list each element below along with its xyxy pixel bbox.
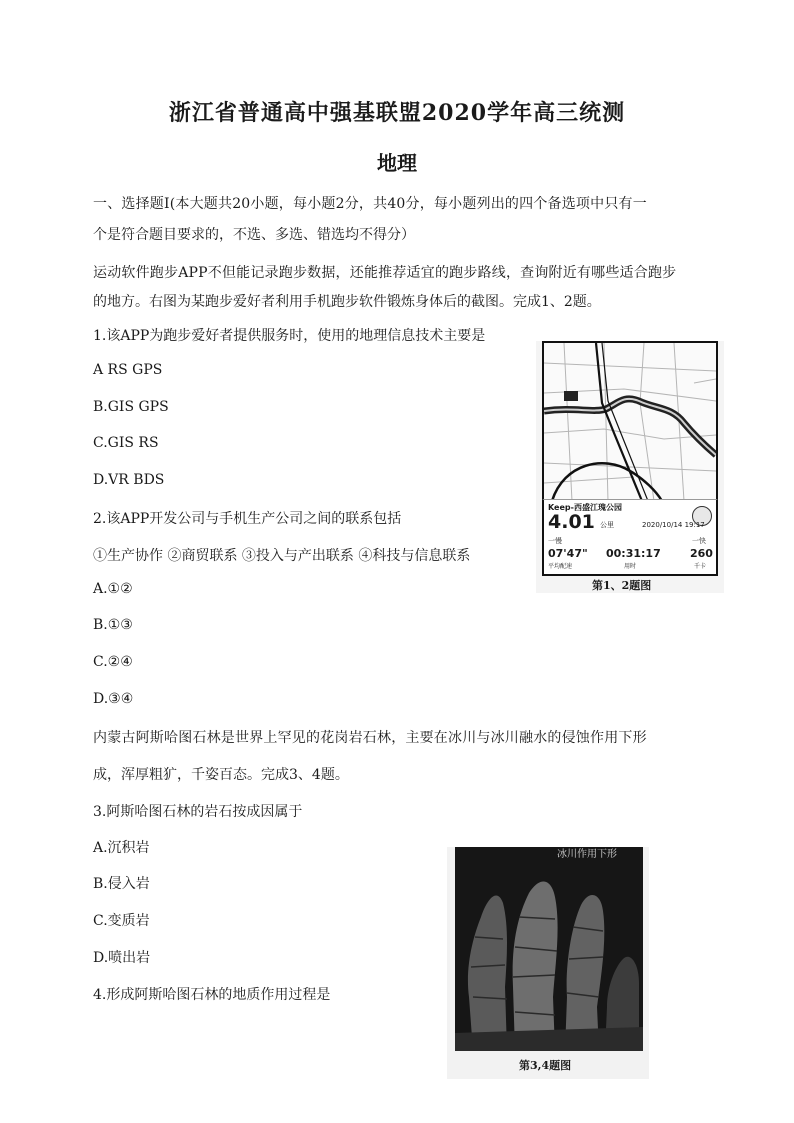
page-title: 浙江省普通高中强基联盟2020学年高三统测 [168, 100, 626, 126]
intro-2-line-2: 成，浑厚粗犷，千姿百态。完成3、4题。 [93, 767, 349, 783]
calories-value: 260 [690, 547, 713, 560]
question-1-option-b: B.GIS GPS [93, 399, 169, 415]
subject-title: 地理 [377, 151, 417, 175]
question-2-option-b: B.①③ [93, 617, 133, 633]
question-2-stem: 2.该APP开发公司与手机生产公司之间的联系包括 [93, 511, 402, 527]
question-1-option-d: D.VR BDS [93, 472, 165, 488]
duration-caption: 用时 [624, 563, 637, 570]
figure-2-caption: 第3,4题图 [519, 1059, 572, 1072]
section-instructions-line-1: 一、选择题Ⅰ(本大题共20小题，每小题2分，共40分，每小题列出的四个备选项中只有一 [93, 196, 647, 212]
stone-forest-photo [455, 847, 643, 1051]
app-title: Keep-西盛江瑰公园 [548, 503, 622, 512]
question-3-option-d: D.喷出岩 [93, 950, 151, 966]
intro-1-line-2: 的地方。右图为某跑步爱好者利用手机跑步软件锻炼身体后的截图。完成1、2题。 [93, 294, 601, 310]
stats-panel [542, 499, 718, 576]
pace-slow-label: 一慢 [548, 537, 562, 545]
intro-1-line-1: 运动软件跑步APP不但能记录跑步数据，还能推荐适宜的跑步路线，查询附近有哪些适合跑步 [93, 265, 677, 281]
running-app-figure [536, 341, 724, 593]
question-3-option-c: C.变质岩 [93, 913, 150, 929]
section-instructions-line-2: 个是符合题目要求的，不选、多选、错选均不得分） [93, 227, 415, 243]
stone-forest-figure [447, 847, 649, 1079]
duration-value: 00:31:17 [606, 547, 661, 560]
question-1-stem: 1.该APP为跑步爱好者提供服务时，使用的地理信息技术主要是 [93, 328, 486, 344]
photo-top-text: 冰川作用下形 [557, 849, 617, 860]
calories-caption: 千卡 [694, 563, 707, 570]
pace-fast-label: 一快 [692, 537, 706, 545]
pace-value: 07'47" [548, 547, 588, 560]
pace-caption: 平均配速 [548, 563, 573, 570]
question-4-stem: 4.形成阿斯哈图石林的地质作用过程是 [93, 987, 331, 1003]
run-datetime: 2020/10/14 19:17 [642, 521, 705, 529]
question-1-option-a: A RS GPS [93, 362, 163, 378]
question-3-option-a: A.沉积岩 [93, 840, 150, 856]
question-1-option-c: C.GIS RS [93, 435, 159, 451]
question-2-options-line: ①生产协作 ②商贸联系 ③投入与产出联系 ④科技与信息联系 [93, 548, 471, 564]
question-2-option-a: A.①② [93, 581, 133, 597]
figure-1-caption: 第1、2题图 [592, 579, 652, 592]
stone-forest-graphic [455, 847, 643, 1051]
question-3-stem: 3.阿斯哈图石林的岩石按成因属于 [93, 804, 303, 820]
question-2-option-d: D.③④ [93, 691, 134, 707]
route-map-graphic [544, 343, 716, 501]
route-map [542, 341, 718, 501]
question-3-option-b: B.侵入岩 [93, 876, 150, 892]
question-2-option-c: C.②④ [93, 654, 133, 670]
distance-unit: 公里 [600, 521, 614, 529]
distance-value: 4.01 [548, 511, 595, 533]
intro-2-line-1: 内蒙古阿斯哈图石林是世界上罕见的花岗岩石林，主要在冰川与冰川融水的侵蚀作用下形 [93, 730, 647, 746]
